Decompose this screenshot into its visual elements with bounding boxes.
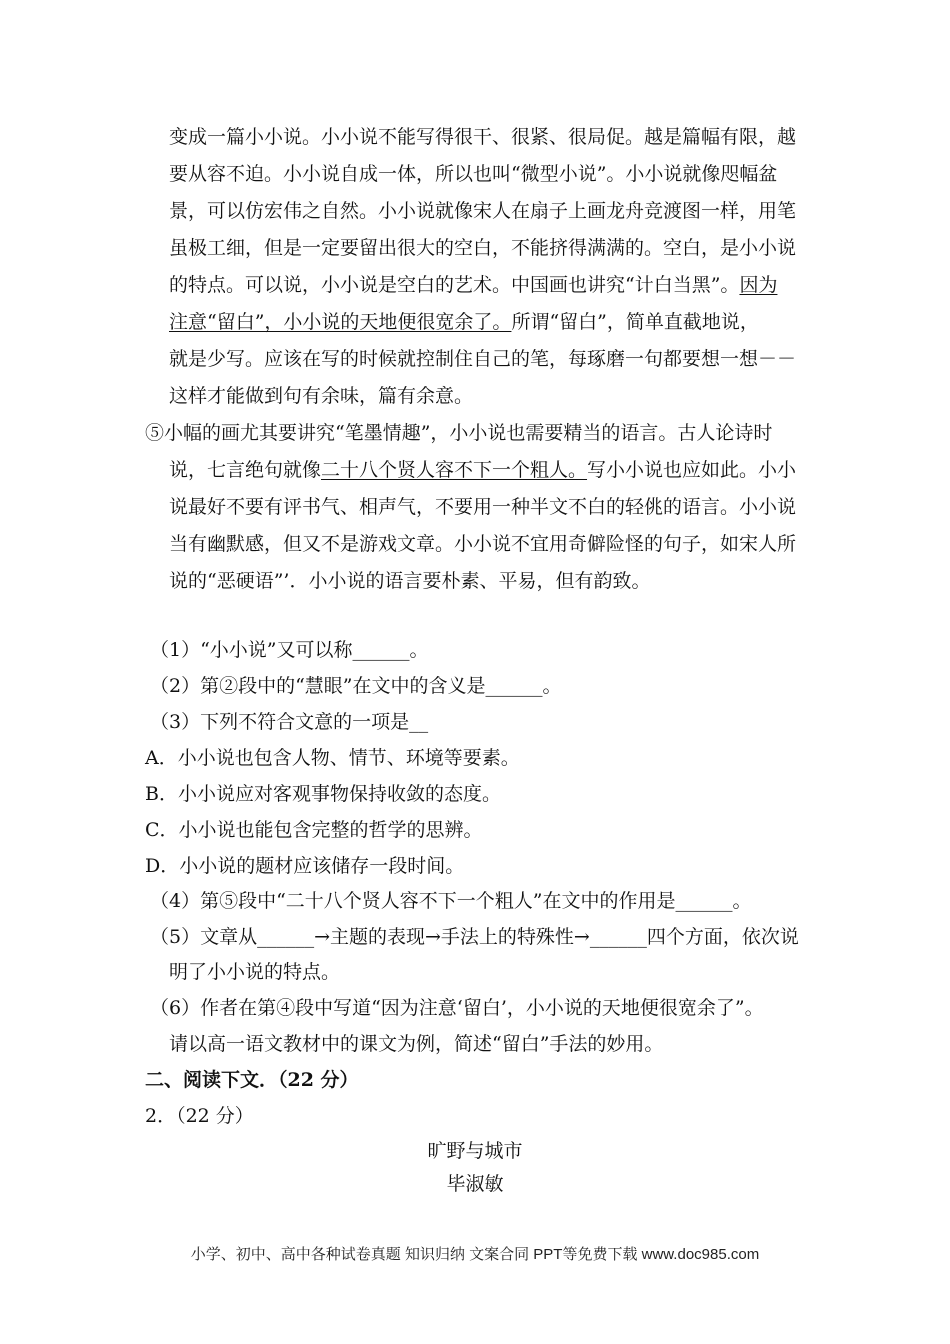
question-1: （1）“小小说”又可以称______。 bbox=[150, 639, 429, 661]
option-d: D．小小说的题材应该储存一段时间。 bbox=[145, 855, 465, 877]
para5-line-2-text-b: 写小小说也应如此。小小 bbox=[587, 459, 797, 481]
question-5-line-2: 明了小小说的特点。 bbox=[169, 961, 341, 983]
question-6-line-2: 请以高一语文教材中的课文为例，简述“留白”手法的妙用。 bbox=[169, 1033, 664, 1055]
para4-line-2: 要从容不迫。小小说自成一体，所以也叫“微型小说”。小小说就像咫幅盆 bbox=[169, 163, 778, 185]
article-title: 旷野与城市 bbox=[427, 1140, 523, 1162]
question-6-line-1: （6）作者在第④段中写道“因为注意‘留白’，小小说的天地便很宽余了”。 bbox=[150, 997, 764, 1019]
para5-line-2-text-a: 说，七言绝句就像 bbox=[169, 459, 322, 481]
question-4: （4）第⑤段中“二十八个贤人容不下一个粗人”在文中的作用是______。 bbox=[150, 890, 752, 912]
option-a: A．小小说也包含人物、情节、环境等要素。 bbox=[145, 747, 520, 769]
para5-underline: 二十八个贤人容不下一个粗人。 bbox=[321, 459, 588, 481]
para4-line-6 bbox=[169, 310, 759, 334]
para4-underline-2: 注意“留白”，小小说的天地便很宽余了。 bbox=[169, 311, 512, 333]
question-3: （3）下列不符合文意的一项是__ bbox=[150, 711, 429, 733]
para5-line-1: ⑤小幅的画尤其要讲究“笔墨情趣”，小小说也需要精当的语言。古人论诗时 bbox=[145, 422, 773, 444]
para4-line-6-text: 所谓“留白”，简单直截地说， bbox=[511, 311, 759, 333]
para5-line-3: 说最好不要有评书气、相声气，不要用一种半文不白的轻佻的语言。小小说 bbox=[169, 496, 797, 518]
article-author: 毕淑敏 bbox=[446, 1173, 504, 1195]
para4-line-4: 虽极工细，但是一定要留出很大的空白，不能挤得满满的。空白，是小小说 bbox=[169, 237, 797, 259]
option-c: C．小小说也能包含完整的哲学的思辨。 bbox=[145, 819, 483, 841]
para5-line-5: 说的“恶硬语”’．小小说的语言要朴素、平易，但有韵致。 bbox=[169, 570, 651, 592]
page-footer: 小学、初中、高中各种试卷真题 知识归纳 文案合同 PPT等免费下载 www.doc985.com bbox=[190, 1246, 760, 1263]
section-2-item: 2．（22 分） bbox=[145, 1105, 254, 1127]
para5-line-2 bbox=[169, 458, 796, 482]
para5-line-4: 当有幽默感，但又不是游戏文章。小小说不宜用奇僻险怪的句子，如宋人所 bbox=[169, 533, 797, 555]
para4-line-3: 景，可以仿宏伟之自然。小小说就像宋人在扇子上画龙舟竞渡图一样，用笔 bbox=[169, 200, 797, 222]
para4-line-5-text: 的特点。可以说，小小说是空白的艺术。中国画也讲究“计白当黑”。 bbox=[169, 274, 740, 296]
para4-line-8: 这样才能做到句有余味，篇有余意。 bbox=[169, 385, 474, 407]
para4-line-7: 就是少写。应该在写的时候就控制住自己的笔，每琢磨一句都要想一想－－ bbox=[169, 348, 797, 370]
option-b: B．小小说应对客观事物保持收敛的态度。 bbox=[145, 783, 501, 805]
para4-line-1: 变成一篇小小说。小小说不能写得很干、很紧、很局促。越是篇幅有限，越 bbox=[169, 126, 797, 148]
para4-line-5 bbox=[169, 273, 777, 297]
question-2: （2）第②段中的“慧眼”在文中的含义是______。 bbox=[150, 675, 562, 697]
question-5-line-1: （5）文章从______→主题的表现→手法上的特殊性→______四个方面，依次说 bbox=[150, 926, 799, 948]
section-2-heading: 二、阅读下文．（22 分） bbox=[145, 1069, 359, 1091]
para4-underline-1: 因为 bbox=[739, 274, 778, 296]
